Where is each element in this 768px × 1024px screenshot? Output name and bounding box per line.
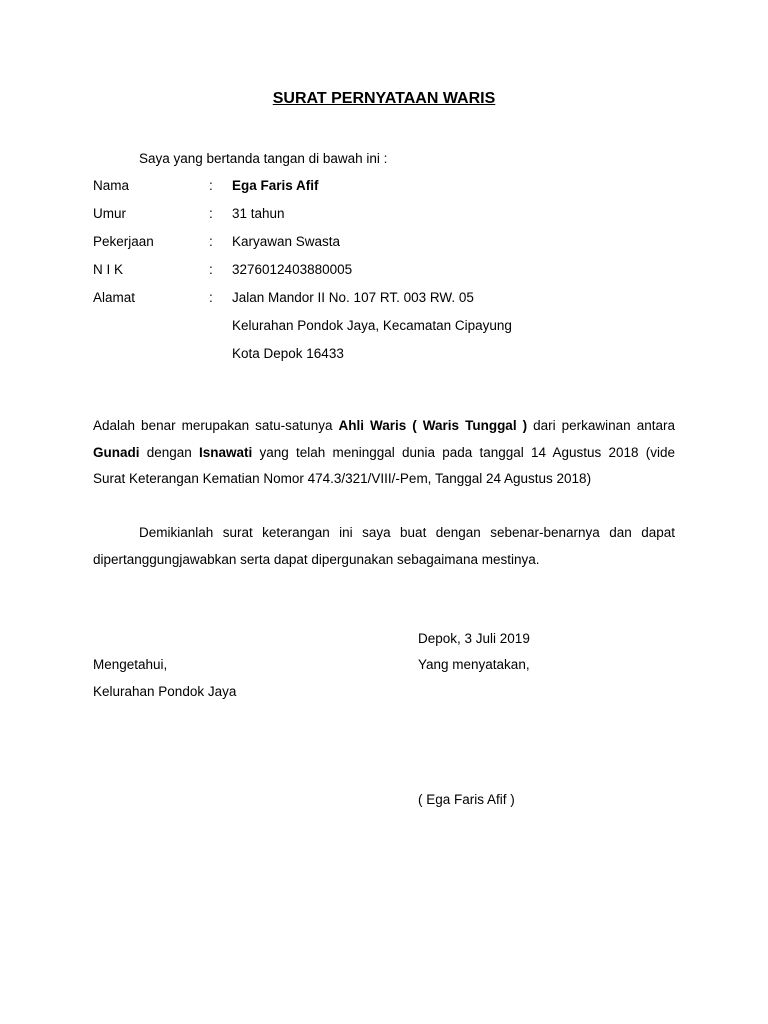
statement-text: yang telah meninggal dunia pada tanggal 14 Agustus 2018 (vide — [252, 444, 676, 460]
alamat-colon: : — [209, 290, 213, 305]
alamat-value — [232, 290, 512, 374]
pekerjaan-colon: : — [209, 234, 213, 249]
document-title: SURAT PERNYATAAN WARIS — [272, 90, 496, 107]
alamat-line-3: Kota Depok 16433 — [232, 346, 344, 361]
heir-status: Ahli Waris ( Waris Tunggal ) — [338, 418, 528, 433]
nik-value: 3276012403880005 — [232, 262, 353, 277]
statement-text: dengan — [139, 444, 199, 460]
closing-line-2: dipertanggungjawabkan serta dapat dipergunakan sebagaimana mestinya. — [93, 551, 540, 567]
mother-name: Isnawati — [199, 444, 253, 460]
declarant-label: Yang menyatakan, — [418, 657, 530, 672]
acknowledged-label: Mengetahui, — [93, 657, 168, 672]
alamat-label: Alamat — [93, 290, 136, 305]
umur-colon: : — [209, 206, 213, 221]
nama-colon: : — [209, 178, 213, 193]
pekerjaan-value: Karyawan Swasta — [232, 234, 341, 249]
alamat-line-2: Kelurahan Pondok Jaya, Kecamatan Cipayung — [232, 318, 512, 333]
statement-line-2 — [93, 440, 675, 467]
acknowledged-org: Kelurahan Pondok Jaya — [93, 684, 237, 699]
statement-line-1 — [93, 413, 675, 440]
alamat-line-1: Jalan Mandor II No. 107 RT. 003 RW. 05 — [232, 290, 474, 305]
statement-text: Adalah benar merupakan satu-satunya — [93, 418, 339, 433]
father-name: Gunadi — [93, 444, 140, 460]
intro-text: Saya yang bertanda tangan di bawah ini : — [139, 151, 388, 166]
statement-paragraph — [93, 413, 675, 493]
umur-value: 31 tahun — [232, 206, 285, 221]
umur-label: Umur — [93, 206, 126, 221]
place-date: Depok, 3 Juli 2019 — [418, 631, 530, 646]
nama-label: Nama — [93, 178, 130, 193]
closing-paragraph — [93, 520, 675, 573]
statement-line-3: Surat Keterangan Kematian Nomor 474.3/321/VIII/-Pem, Tanggal 24 Agustus 2018) — [93, 471, 592, 486]
nik-colon: : — [209, 262, 213, 277]
nama-value: Ega Faris Afif — [232, 178, 319, 193]
statement-text: dari perkawinan antara — [527, 418, 675, 433]
declarant-name: ( Ega Faris Afif ) — [418, 792, 515, 807]
closing-line-1: Demikianlah surat keterangan ini saya buat dengan sebenar-benarnya dan dapat — [139, 525, 675, 540]
pekerjaan-label: Pekerjaan — [93, 234, 154, 249]
nik-label: N I K — [93, 262, 124, 277]
